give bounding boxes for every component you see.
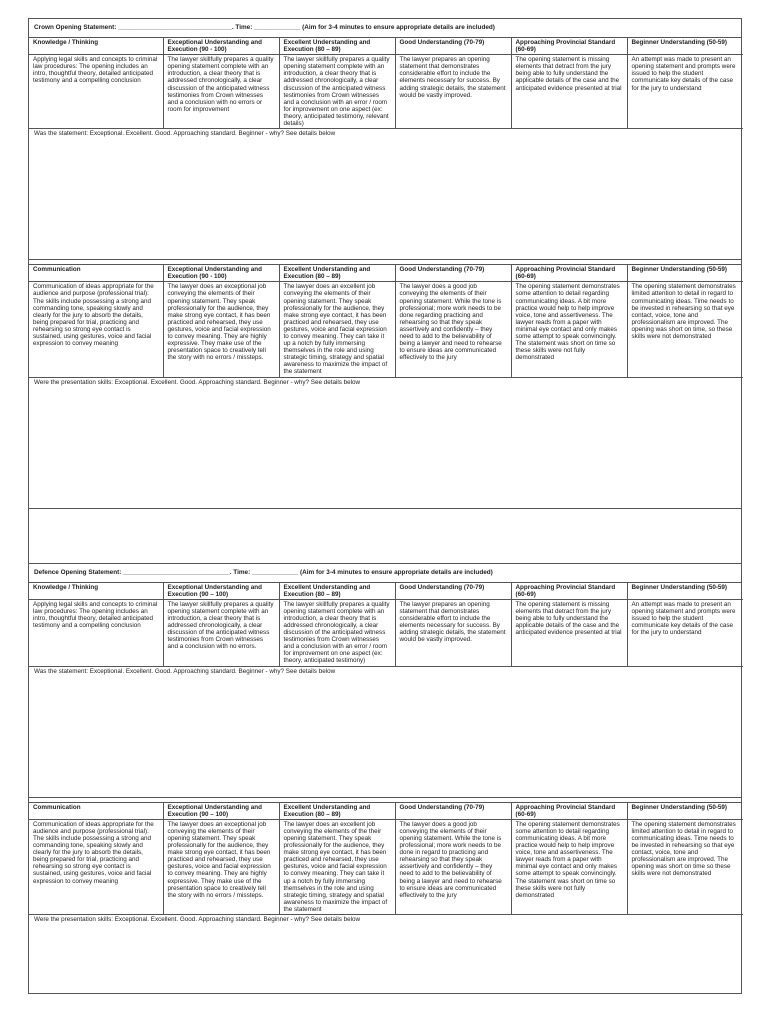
column-header: Approaching Provincial Standard (60-69): [511, 265, 627, 282]
descriptor-cell: The lawyer does an excellent job conveying the elements of their opening statement. They speak professionally for the audience, they make strong eye contact, it has been practiced and rehearsed, they use gestures, voice and facial expression to convey meaning. They can take it up a notch by fully immersing themselves in the role and using strategic timing, strategy and spatial awareness to maximize the impact of the statement: [279, 282, 395, 377]
criteria-cell: Applying legal skills and concepts to criminal law procedures: The opening includes an intro, thoughtful theory, detailed anticipated testimony and a compelling conclusion: [29, 599, 163, 666]
defence-communication-section: [28, 802, 742, 994]
criteria-cell: Applying legal skills and concepts to criminal law procedures: The opening includes an intro, thoughtful theory, detailed anticipated testimony and a compelling conclusion: [29, 55, 163, 129]
column-header: Excellent Understanding and Execution (80 – 89): [279, 38, 395, 55]
descriptor-cell: An attempt was made to present an opening statement and prompts were issued to help the student communicate key details of the case for the jury to understand: [627, 599, 743, 666]
defence-section-title: Defence Opening Statement: ______________________________. Time: _____________ (Aim for 3-4 minutes to ensure appropriate details are included): [29, 564, 741, 583]
table-row: [29, 599, 743, 666]
table-row: [29, 819, 743, 914]
comment-prompt: Was the statement: Exceptional. Excellent. Good. Approaching standard. Beginner - why? See details below: [34, 130, 336, 138]
defence-section: [28, 563, 742, 798]
criteria-cell: Communication of ideas appropriate for the audience and purpose (professional trial): The skills include possessing a strong and commanding tone, speaking slowly and clearly for the jury to absorb the details, being prepared for trial, practicing and rehearsing so strong eye contact is sustained, using gestures, voice and facial expression to convey meaning: [29, 819, 163, 914]
column-header: Beginner Understanding (50-59): [627, 38, 743, 55]
column-header: Excellent Understanding and Execution (80 – 89): [279, 803, 395, 820]
comment-box[interactable]: [29, 378, 741, 509]
table-header-row: [29, 583, 743, 600]
descriptor-cell: The opening statement is missing elements that detract from the jury being able to fully understand the applicable details of the case and the anticipated evidence presented at trial: [511, 599, 627, 666]
comment-prompt: Was the statement: Exceptional. Excellent. Good. Approaching standard. Beginner - why? See details below: [34, 667, 336, 675]
column-header: Excellent Understanding and Execution (80 – 89): [279, 583, 395, 600]
column-header: Communication: [29, 803, 163, 820]
comment-box[interactable]: [29, 915, 741, 994]
table-header-row: [29, 38, 743, 55]
comment-prompt: Were the presentation skills: Exceptional. Excellent. Good. Approaching standard. Beginner - why? See details below: [34, 915, 361, 923]
column-header: Knowledge / Thinking: [29, 38, 163, 55]
comment-box[interactable]: [29, 667, 741, 798]
descriptor-cell: The lawyer skillfully prepares a quality opening statement complete with an introduction, a clear theory that is addressed chronologically, a clear discussion of the anticipated witness testimonies from Crown witnesses and a conclusion with an error / room for improvement on one aspect (ex: theory, anticipated testimony, relevant details): [279, 55, 395, 129]
descriptor-cell: The lawyer does a good job conveying the elements of their opening statement. While the tone is professional; more work needs to be done regarding practicing and rehearsing so that they speak assertively and confidently – they need to add to the believability of being a lawyer and need to rehearse to ensure ideas are communicated effectively to the jury: [395, 282, 511, 377]
column-header: Good Understanding (70-79): [395, 583, 511, 600]
column-header: Exceptional Understanding and Execution (90 - 100): [163, 38, 279, 55]
column-header: Exceptional Understanding and Execution (90 – 100): [163, 583, 279, 600]
column-header: Approaching Provincial Standard (60-69): [511, 583, 627, 600]
descriptor-cell: The lawyer skillfully prepares a quality opening statement complete with an introduction, a clear theory that is addressed chronologically, a clear discussion of the anticipated witness testimonies from Crown witnesses and a conclusion with an error / room for improvement on one aspect (ex: theory, anticipated testimony): [279, 599, 395, 666]
column-header: Beginner Understanding (50-59): [627, 583, 743, 600]
crown-knowledge-table: [29, 38, 743, 129]
descriptor-cell: The lawyer does a good job conveying the elements of their opening statement. While the tone is professional; more work needs to be done in regard to practicing and rehearsing so that they speak assertively and confidently – they need to add to the believability of being a lawyer and need to rehearse to ensure ideas are communicated effectively to the jury: [395, 819, 511, 914]
table-header-row: [29, 265, 743, 282]
rubric-document: [28, 18, 742, 994]
descriptor-cell: The lawyer does an excellent job conveying the elements of the their opening statement. They speak professionally for the audience, they make strong eye contact, it has been practiced and rehearsed, they use gestures, voice and facial expression to convey meaning. They can take it up a notch by fully immersing themselves in the role and using strategic timing, strategy and spatial awareness to maximize the impact of the statement: [279, 819, 395, 914]
descriptor-cell: The lawyer prepares an opening statement that demonstrates considerable effort to include the elements necessary for success. By adding strategic details, the statement would be vastly improved.: [395, 55, 511, 129]
descriptor-cell: The opening statement demonstrates limited attention to detail in regard to communicating ideas. Time needs to be invested in rehearsing so that eye contact, voice, tone and professionalism are improved. The opening was short on time, so these skills were not demonstrated: [627, 282, 743, 377]
column-header: Beginner Understanding (50-59): [627, 265, 743, 282]
column-header: Knowledge / Thinking: [29, 583, 163, 600]
comment-prompt: Were the presentation skills: Exceptional. Excellent. Good. Approaching standard. Beginner - why? See details below: [34, 378, 361, 386]
column-header: Exceptional Understanding and Execution (90 - 100): [163, 265, 279, 282]
column-header: Approaching Provincial Standard (60-69): [511, 38, 627, 55]
descriptor-cell: The opening statement is missing elements that detract from the jury being able to fully understand the applicable details of the case and the anticipated evidence presented at trial: [511, 55, 627, 129]
criteria-cell: Communication of ideas appropriate for the audience and purpose (professional trial): The skills include possessing a strong and commanding tone, speaking slowly and clearly for the jury to absorb the details, being prepared for trial, practicing and rehearsing so strong eye contact is sustained, using gestures, voice and facial expression to convey meaning: [29, 282, 163, 377]
descriptor-cell: An attempt was made to present an opening statement and prompts were issued to help the student communicate key details of the case for the jury to understand: [627, 55, 743, 129]
descriptor-cell: The lawyer does an exceptional job conveying the elements of their opening statement. They speak professionally for the audience, they make strong eye contact, it has been practiced and rehearsed, they use gestures, voice and facial expression to convey meaning. They are highly expressive. They make use of the presentation space to creatively tell the story with no errors / missteps.: [163, 819, 279, 914]
column-header: Good Understanding (70-79): [395, 38, 511, 55]
column-header: Excellent Understanding and Execution (80 – 89): [279, 265, 395, 282]
crown-section: [28, 18, 742, 260]
column-header: Good Understanding (70-79): [395, 803, 511, 820]
defence-communication-table: [29, 803, 743, 915]
crown-communication-section: [28, 264, 742, 508]
crown-section-title: Crown Opening Statement: ________________________________. Time: _____________ (Aim for 3-4 minutes to ensure appropriate details are included): [29, 19, 741, 38]
table-row: [29, 55, 743, 129]
spacer: [28, 509, 742, 563]
column-header: Beginner Understanding (50-59): [627, 803, 743, 820]
descriptor-cell: The opening statement demonstrates some attention to detail regarding communicating ideas. A bit more practice would help to help improve voice, tone and assertiveness. The lawyer reads from a paper with minimal eye contact and only makes some attempt to speak convincingly. The statement was short on time so these skills were not fully demonstrated: [511, 282, 627, 377]
defence-knowledge-table: [29, 583, 743, 667]
column-header: Good Understanding (70-79): [395, 265, 511, 282]
descriptor-cell: The opening statement demonstrates some attention to detail regarding communicating ideas. A bit more practice would help to help improve voice, tone and assertiveness. The lawyer reads from a paper with minimal eye contact and only makes some attempt to speak convincingly. The statement was short on time so these skills were not fully demonstrated: [511, 819, 627, 914]
table-row: [29, 282, 743, 377]
descriptor-cell: The lawyer skillfully prepares a quality opening statement complete with an introduction, a clear theory that is addressed chronologically, a clear discussion of the anticipated witness testimonies from Crown witnesses and a conclusion with no errors or room for improvement: [163, 55, 279, 129]
table-header-row: [29, 803, 743, 820]
crown-communication-table: [29, 265, 743, 377]
descriptor-cell: The opening statement demonstrates limited attention to detail in regard to communicating ideas. Time needs to be invested in rehearsing so that eye contact, voice, tone and professionalism are improved. The opening was short on time so these skills were not demonstrated: [627, 819, 743, 914]
descriptor-cell: The lawyer prepares an opening statement that demonstrates considerable effort to include the elements necessary for success. By adding strategic details, the statement would be vastly improved.: [395, 599, 511, 666]
comment-box[interactable]: [29, 129, 741, 260]
descriptor-cell: The lawyer skillfully prepares a quality opening statement complete with an introduction, a clear theory that is addressed chronologically, a clear discussion of the anticipated witness testimonies from Crown witnesses and a conclusion with no errors.: [163, 599, 279, 666]
column-header: Approaching Provincial Standard (60-69): [511, 803, 627, 820]
column-header: Communication: [29, 265, 163, 282]
column-header: Exceptional Understanding and Execution (90 – 100): [163, 803, 279, 820]
descriptor-cell: The lawyer does an exceptional job conveying the elements of their opening statement. They speak professionally for the audience, they make strong eye contact, it has been practiced and rehearsed, they use gestures, voice and facial expression to convey meaning. They are highly expressive. They make use of the presentation space to creatively tell the story with no errors / missteps.: [163, 282, 279, 377]
